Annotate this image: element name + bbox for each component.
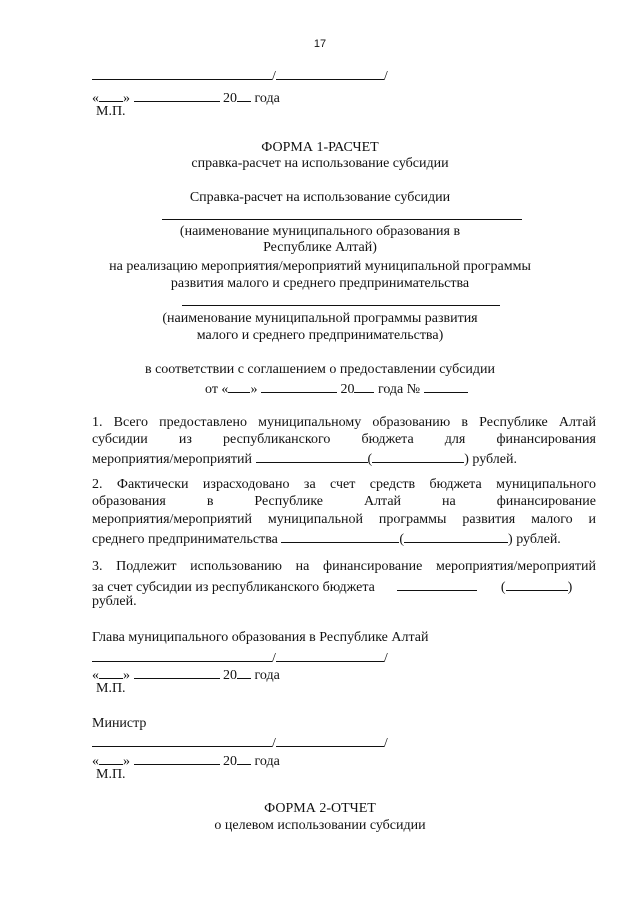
form2-subtitle: о целевом использовании субсидии: [214, 818, 426, 833]
program-caption-1: (наименование муниципальной программы развития: [162, 311, 478, 326]
municipality-caption-2: Республике Алтай): [263, 240, 377, 255]
item1-line3: мероприятия/мероприятий ( ) рублей.: [92, 449, 517, 468]
head-date-line: « » 20 года: [92, 665, 280, 684]
item3-line2: за счет субсидии из республиканского бюджета ( ): [92, 577, 572, 596]
header-stamp: М.П.: [96, 104, 126, 119]
item2-line4: среднего предпринимательства ( ) рублей.: [92, 529, 561, 548]
agreement-line: в соответствии с соглашением о предоставлении субсидии: [144, 362, 496, 377]
head-signature-line: / /: [92, 648, 388, 667]
form2-title: ФОРМА 2-ОТЧЕТ: [264, 801, 376, 816]
form1-heading: Справка-расчет на использование субсидии: [189, 190, 451, 205]
item3-line3: рублей.: [92, 594, 137, 609]
minister-title: Министр: [92, 716, 147, 731]
item2-line1: 2. Фактически израсходовано за счет средств бюджета муниципального: [92, 477, 596, 492]
minister-date-line: « » 20 года: [92, 751, 280, 770]
municipality-name-blank: [162, 219, 522, 220]
municipality-caption-1: (наименование муниципального образования в: [179, 224, 461, 239]
form1-subtitle: справка-расчет на использование субсидии: [191, 156, 449, 171]
purpose-line-2: развития малого и среднего предпринимательства: [170, 276, 470, 291]
purpose-line-1: на реализацию мероприятия/мероприятий муниципальной программы: [109, 259, 531, 274]
header-date-line: « » 20 года: [92, 88, 280, 107]
head-stamp: М.П.: [96, 681, 126, 696]
program-name-blank: [182, 305, 500, 306]
agreement-date-line: от « » 20 года №: [205, 379, 468, 398]
item2-line2: образования в Республике Алтай на финансирование: [92, 494, 596, 509]
item2-line3: мероприятия/мероприятий муниципальной программы развития малого и: [92, 512, 596, 527]
page-number: 17: [313, 38, 327, 50]
minister-signature-line: / /: [92, 733, 388, 752]
head-title: Глава муниципального образования в Республике Алтай: [92, 630, 429, 645]
program-caption-2: малого и среднего предпринимательства): [196, 328, 444, 343]
form1-title: ФОРМА 1-РАСЧЕТ: [261, 140, 379, 155]
minister-stamp: М.П.: [96, 767, 126, 782]
item3-line1: 3. Подлежит использованию на финансирование мероприятия/мероприятий: [92, 559, 596, 574]
item1-line1: 1. Всего предоставлено муниципальному образованию в Республике Алтай: [92, 415, 596, 430]
item1-line2: субсидии из республиканского бюджета для финансирования: [92, 432, 596, 447]
header-signature-line: / /: [92, 66, 388, 85]
